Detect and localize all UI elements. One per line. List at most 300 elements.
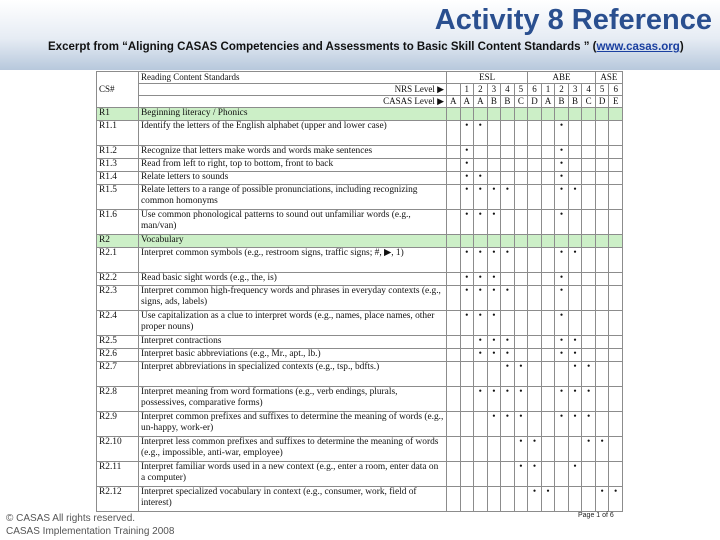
standard-id: R2 [97, 235, 139, 248]
level-cell [528, 248, 542, 273]
level-cell [582, 185, 596, 210]
standard-row [97, 273, 623, 286]
level-cell [447, 108, 461, 121]
level-cell [460, 349, 474, 362]
level-cell [447, 412, 461, 437]
level-cell [541, 311, 555, 336]
level-cell [501, 172, 515, 185]
level-cell [595, 273, 609, 286]
nrs-level-label: NRS Level ▶ [139, 84, 447, 96]
level-cell [609, 311, 623, 336]
standard-text: Interpret specialized vocabulary in context (e.g., consumer, work, field of interest) [139, 487, 447, 512]
level-cell [528, 172, 542, 185]
level-bullet: • [474, 336, 488, 349]
level-cell [609, 387, 623, 412]
casas-level: D [595, 96, 609, 108]
level-cell [528, 349, 542, 362]
standard-id: R2.12 [97, 487, 139, 512]
standard-text: Recognize that letters make words and words make sentences [139, 146, 447, 159]
level-cell [514, 311, 528, 336]
level-cell [447, 311, 461, 336]
level-cell [447, 362, 461, 387]
level-cell [474, 108, 488, 121]
standard-row [97, 121, 623, 146]
standard-id: R1.3 [97, 159, 139, 172]
group-header-abe: ABE [528, 72, 596, 84]
level-cell [568, 146, 582, 159]
standard-id: R2.4 [97, 311, 139, 336]
level-cell [595, 172, 609, 185]
level-cell [501, 146, 515, 159]
level-bullet: • [528, 462, 542, 487]
casas-level: A [474, 96, 488, 108]
level-cell [595, 108, 609, 121]
level-cell [609, 159, 623, 172]
standard-text: Relate letters to sounds [139, 172, 447, 185]
standard-row [97, 248, 623, 273]
casas-level: A [447, 96, 461, 108]
level-cell [541, 286, 555, 311]
casas-level: A [541, 96, 555, 108]
level-bullet: • [501, 349, 515, 362]
nrs-level: 1 [460, 84, 474, 96]
level-cell [609, 172, 623, 185]
level-bullet: • [487, 412, 501, 437]
level-cell [514, 286, 528, 311]
level-bullet: • [474, 311, 488, 336]
level-bullet: • [487, 273, 501, 286]
level-bullet: • [501, 336, 515, 349]
level-cell [487, 159, 501, 172]
standard-row [97, 412, 623, 437]
level-cell [582, 172, 596, 185]
level-cell [460, 487, 474, 512]
copyright-text: © CASAS All rights reserved. [6, 513, 136, 524]
level-cell [609, 462, 623, 487]
level-bullet: • [474, 387, 488, 412]
level-bullet: • [474, 172, 488, 185]
level-bullet: • [460, 311, 474, 336]
level-bullet: • [474, 286, 488, 311]
casas-level: C [582, 96, 596, 108]
standard-id: R2.10 [97, 437, 139, 462]
nrs-level: 3 [487, 84, 501, 96]
level-cell [501, 159, 515, 172]
level-cell [447, 185, 461, 210]
standard-id: R1 [97, 108, 139, 121]
standard-id: R1.6 [97, 210, 139, 235]
level-cell [501, 121, 515, 146]
standard-text: Use common phonological patterns to sound out unfamiliar words (e.g., man/van) [139, 210, 447, 235]
level-cell [582, 286, 596, 311]
level-cell [609, 185, 623, 210]
level-bullet: • [460, 185, 474, 210]
reference-document [96, 71, 622, 511]
level-cell [568, 108, 582, 121]
level-cell [609, 108, 623, 121]
level-cell [460, 437, 474, 462]
level-cell [447, 437, 461, 462]
subtitle-text: Excerpt from “Aligning CASAS Competencies and Assessments to Basic Skill Content Standards ” ( [48, 41, 597, 53]
level-cell [487, 462, 501, 487]
level-bullet: • [460, 286, 474, 311]
level-bullet: • [514, 362, 528, 387]
standard-id: R2.8 [97, 387, 139, 412]
nrs-level: 6 [609, 84, 623, 96]
level-bullet: • [528, 437, 542, 462]
level-cell [447, 462, 461, 487]
level-cell [460, 462, 474, 487]
standard-id: R2.2 [97, 273, 139, 286]
level-bullet: • [460, 159, 474, 172]
level-cell [595, 159, 609, 172]
casas-level: B [487, 96, 501, 108]
standard-text: Interpret familiar words used in a new context (e.g., enter a room, enter data on a computer) [139, 462, 447, 487]
level-bullet: • [555, 159, 569, 172]
standard-text: Identify the letters of the English alphabet (upper and lower case) [139, 121, 447, 146]
group-header-ase: ASE [595, 72, 622, 84]
standard-text: Vocabulary [139, 235, 447, 248]
standard-text: Interpret basic abbreviations (e.g., Mr., apt., lb.) [139, 349, 447, 362]
level-cell [447, 349, 461, 362]
footer-copyright-block [6, 512, 174, 538]
level-bullet: • [582, 437, 596, 462]
standard-text: Beginning literacy / Phonics [139, 108, 447, 121]
level-cell [541, 462, 555, 487]
level-cell [487, 235, 501, 248]
level-cell [528, 387, 542, 412]
standard-id: R1.5 [97, 185, 139, 210]
level-cell [582, 311, 596, 336]
level-cell [514, 172, 528, 185]
level-cell [568, 121, 582, 146]
level-bullet: • [514, 437, 528, 462]
level-cell [595, 412, 609, 437]
standard-row [97, 487, 623, 512]
level-cell [447, 121, 461, 146]
standard-row [97, 185, 623, 210]
standard-text: Interpret abbreviations in specialized contexts (e.g., tsp., bdfts.) [139, 362, 447, 387]
level-bullet: • [568, 387, 582, 412]
section-row [97, 108, 623, 121]
level-cell [568, 311, 582, 336]
level-cell [447, 210, 461, 235]
section-row [97, 235, 623, 248]
casas-level: B [568, 96, 582, 108]
level-cell [555, 437, 569, 462]
casas-level-label: CASAS Level ▶ [139, 96, 447, 108]
level-cell [501, 437, 515, 462]
level-cell [609, 273, 623, 286]
standard-text: Interpret common prefixes and suffixes to determine the meaning of words (e.g., un-happy, work-er) [139, 412, 447, 437]
level-cell [514, 487, 528, 512]
level-cell [541, 235, 555, 248]
level-cell [474, 235, 488, 248]
level-cell [541, 349, 555, 362]
standard-text: Use capitalization as a clue to interpret words (e.g., names, place names, other proper nouns) [139, 311, 447, 336]
level-cell [514, 349, 528, 362]
level-cell [528, 108, 542, 121]
level-cell [595, 286, 609, 311]
level-bullet: • [555, 210, 569, 235]
level-bullet: • [609, 487, 623, 512]
level-cell [487, 362, 501, 387]
level-cell [487, 487, 501, 512]
level-cell [501, 210, 515, 235]
level-bullet: • [474, 121, 488, 146]
level-cell [541, 362, 555, 387]
level-bullet: • [555, 146, 569, 159]
level-cell [474, 159, 488, 172]
level-cell [514, 108, 528, 121]
level-cell [474, 437, 488, 462]
level-bullet: • [568, 185, 582, 210]
level-cell [528, 185, 542, 210]
level-cell [528, 412, 542, 437]
cs-header: CS# [97, 72, 139, 108]
level-bullet: • [514, 462, 528, 487]
level-cell [609, 412, 623, 437]
level-cell [541, 387, 555, 412]
level-cell [595, 185, 609, 210]
standard-id: R2.9 [97, 412, 139, 437]
level-bullet: • [582, 412, 596, 437]
level-cell [595, 248, 609, 273]
level-bullet: • [514, 387, 528, 412]
level-cell [514, 185, 528, 210]
level-bullet: • [474, 248, 488, 273]
standard-text: Read from left to right, top to bottom, front to back [139, 159, 447, 172]
level-bullet: • [555, 286, 569, 311]
level-bullet: • [555, 185, 569, 210]
level-cell [609, 362, 623, 387]
level-bullet: • [501, 185, 515, 210]
level-cell [528, 235, 542, 248]
level-bullet: • [460, 248, 474, 273]
level-cell [514, 210, 528, 235]
level-cell [501, 311, 515, 336]
level-cell [609, 210, 623, 235]
level-bullet: • [555, 412, 569, 437]
level-bullet: • [568, 336, 582, 349]
standard-row [97, 437, 623, 462]
level-cell [514, 121, 528, 146]
standard-row [97, 387, 623, 412]
level-cell [501, 108, 515, 121]
standards-table-body [97, 72, 623, 512]
standard-text: Interpret contractions [139, 336, 447, 349]
level-bullet: • [474, 349, 488, 362]
level-bullet: • [460, 210, 474, 235]
level-cell [487, 146, 501, 159]
level-cell [447, 146, 461, 159]
level-bullet: • [501, 412, 515, 437]
level-cell [555, 235, 569, 248]
level-bullet: • [555, 248, 569, 273]
level-cell [460, 412, 474, 437]
level-cell [582, 487, 596, 512]
level-cell [595, 462, 609, 487]
level-cell [447, 387, 461, 412]
level-bullet: • [528, 487, 542, 512]
level-bullet: • [487, 387, 501, 412]
header-row-groups [97, 72, 623, 84]
level-bullet: • [555, 172, 569, 185]
level-cell [541, 336, 555, 349]
standard-id: R2.5 [97, 336, 139, 349]
level-cell [501, 487, 515, 512]
level-cell [447, 336, 461, 349]
level-cell [568, 159, 582, 172]
level-cell [514, 336, 528, 349]
level-cell [609, 121, 623, 146]
standard-id: R2.1 [97, 248, 139, 273]
level-cell [474, 412, 488, 437]
level-cell [595, 235, 609, 248]
level-cell [460, 362, 474, 387]
level-cell [528, 336, 542, 349]
level-bullet: • [555, 387, 569, 412]
level-bullet: • [487, 336, 501, 349]
group-header-esl: ESL [447, 72, 528, 84]
standard-row [97, 172, 623, 185]
level-cell [595, 349, 609, 362]
standard-row [97, 311, 623, 336]
standard-text: Interpret common high-frequency words and phrases in everyday contexts (e.g., signs, ads, labels) [139, 286, 447, 311]
standard-text: Read basic sight words (e.g., the, is) [139, 273, 447, 286]
level-bullet: • [460, 273, 474, 286]
casas-level: B [501, 96, 515, 108]
standard-text: Relate letters to a range of possible pronunciations, including recognizing common homonyms [139, 185, 447, 210]
level-cell [568, 273, 582, 286]
level-cell [528, 146, 542, 159]
level-cell [541, 210, 555, 235]
level-cell [582, 273, 596, 286]
standard-text: Interpret meaning from word formations (e.g., verb endings, plurals, possessives, comparative forms) [139, 387, 447, 412]
standard-row [97, 462, 623, 487]
level-cell [582, 235, 596, 248]
nrs-level: 5 [514, 84, 528, 96]
level-cell [595, 387, 609, 412]
level-cell [541, 146, 555, 159]
level-cell [474, 362, 488, 387]
header-row-casas [97, 96, 623, 108]
level-bullet: • [568, 462, 582, 487]
standard-text: Interpret common symbols (e.g., restroom signs, traffic signs; #, ▶, 1) [139, 248, 447, 273]
level-bullet: • [487, 349, 501, 362]
level-cell [460, 387, 474, 412]
nrs-level: 3 [568, 84, 582, 96]
slide-title: Activity 8 Reference [434, 4, 712, 36]
level-cell [582, 336, 596, 349]
standard-id: R2.11 [97, 462, 139, 487]
level-bullet: • [501, 362, 515, 387]
casas-level: C [514, 96, 528, 108]
header-row-nrs [97, 84, 623, 96]
casas-link[interactable]: www.casas.org [596, 41, 680, 53]
slide-subtitle [48, 41, 684, 53]
level-cell [528, 121, 542, 146]
level-cell [514, 248, 528, 273]
level-bullet: • [460, 121, 474, 146]
nrs-level: 2 [555, 84, 569, 96]
level-cell [501, 273, 515, 286]
level-cell [514, 235, 528, 248]
level-cell [595, 121, 609, 146]
nrs-level: 4 [582, 84, 596, 96]
level-cell [474, 487, 488, 512]
nrs-level: 5 [595, 84, 609, 96]
level-cell [487, 108, 501, 121]
level-cell [609, 286, 623, 311]
level-cell [568, 487, 582, 512]
level-cell [487, 121, 501, 146]
level-cell [541, 412, 555, 437]
level-cell [528, 311, 542, 336]
level-cell [447, 248, 461, 273]
level-bullet: • [555, 273, 569, 286]
level-cell [528, 273, 542, 286]
level-cell [528, 286, 542, 311]
level-cell [568, 286, 582, 311]
nrs-spacer [447, 84, 461, 96]
level-cell [514, 273, 528, 286]
standard-id: R1.2 [97, 146, 139, 159]
level-bullet: • [460, 146, 474, 159]
level-bullet: • [568, 362, 582, 387]
standards-table [96, 71, 623, 512]
standard-row [97, 349, 623, 362]
level-bullet: • [460, 172, 474, 185]
standard-row [97, 159, 623, 172]
level-cell [595, 311, 609, 336]
level-cell [447, 273, 461, 286]
level-bullet: • [501, 387, 515, 412]
casas-level: B [555, 96, 569, 108]
level-bullet: • [474, 273, 488, 286]
level-cell [541, 248, 555, 273]
casas-level: A [460, 96, 474, 108]
level-bullet: • [487, 248, 501, 273]
level-cell [447, 286, 461, 311]
level-cell [582, 108, 596, 121]
level-cell [460, 336, 474, 349]
level-bullet: • [474, 210, 488, 235]
standard-row [97, 286, 623, 311]
level-cell [528, 210, 542, 235]
level-bullet: • [582, 362, 596, 387]
level-cell [541, 172, 555, 185]
nrs-level: 4 [501, 84, 515, 96]
level-bullet: • [595, 487, 609, 512]
level-bullet: • [555, 336, 569, 349]
level-bullet: • [568, 412, 582, 437]
level-cell [595, 146, 609, 159]
level-cell [447, 159, 461, 172]
level-cell [501, 462, 515, 487]
standard-row [97, 336, 623, 349]
level-cell [595, 210, 609, 235]
level-bullet: • [501, 248, 515, 273]
level-cell [582, 146, 596, 159]
level-bullet: • [595, 437, 609, 462]
casas-level: E [609, 96, 623, 108]
level-cell [474, 462, 488, 487]
level-cell [555, 462, 569, 487]
level-bullet: • [555, 311, 569, 336]
level-cell [541, 273, 555, 286]
level-cell [528, 159, 542, 172]
